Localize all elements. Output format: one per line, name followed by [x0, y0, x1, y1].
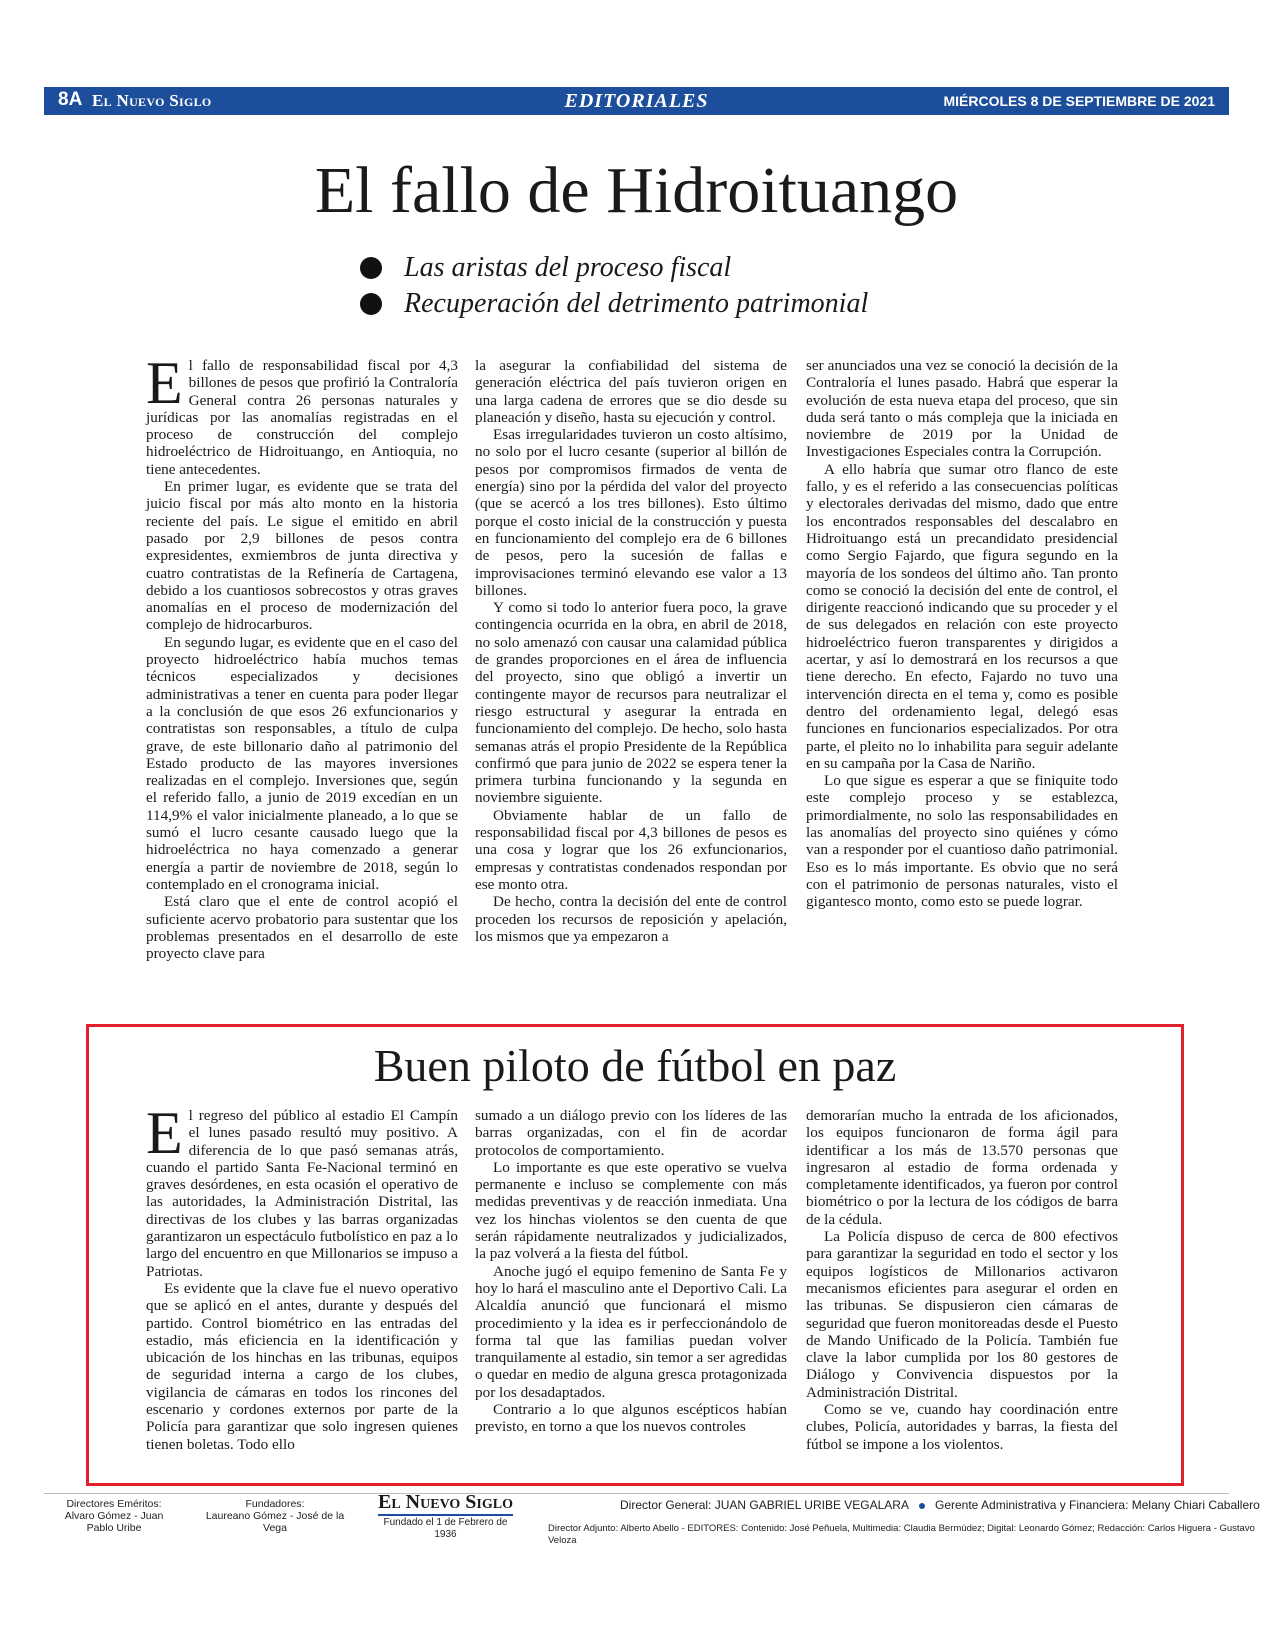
paragraph: De hecho, contra la decisión del ente de control proceden los recursos de reposición y apelación, los mismos que ya empezaron a	[475, 893, 787, 945]
paragraph: Como se ve, cuando hay coordinación entre clubes, Policía, autoridades y barras, la fiesta del fútbol se impone a los violentos.	[806, 1401, 1118, 1453]
paragraph: A ello habría que sumar otro flanco de este fallo, y es el referido a las consecuencias políticas y electorales derivadas del mismo, dado que entre los encontrados responsables del descalabro en Hidroituango está un precandidato presidencial como Sergio Fajardo, que figura segundo en la mayoría de los sondeos del último año. Tan pronto como se conoció la decisión del ente de control, el dirigente reaccionó indicando que su proceder y el de sus delegados en relación con este proyecto hidroeléctrico fueron transparentes y dirigidos a acertar, y así lo demostrará en los recursos a que tiene derecho. En efecto, Fajardo no tuvo una intervención directa en el tema y, como es posible dentro del ordenamiento legal, delegó esas funciones en funcionarios especializados. Por otra parte, el pleito no lo inhabilita para seguir adelante en su campaña por la Casa de Nariño.	[806, 460, 1118, 772]
newspaper-name: El Nuevo Siglo	[92, 91, 212, 110]
page-header-bar	[44, 87, 1229, 115]
bullet-dot-icon	[360, 293, 382, 315]
issue-date: MIÉRCOLES 8 DE SEPTIEMBRE DE 2021	[943, 93, 1215, 109]
page-number: 8A	[58, 89, 83, 110]
separator-dot-icon	[919, 1503, 925, 1509]
article1-title: El fallo de Hidroituango	[314, 154, 959, 227]
article2-title: Buen piloto de fútbol en paz	[373, 1040, 897, 1091]
paragraph: demorarían mucho la entrada de los aficionados, los equipos funcionaron de forma ágil para identificar a los más de 13.570 personas que ingresaron al estadio de forma ordenada y completamente identificados, ya fueron por control biométrico o por la lectura de los códigos de barra de la cédula.	[806, 1107, 1118, 1228]
paragraph: En primer lugar, es evidente que se trata del juicio fiscal por más alto monto en la historia reciente del país. Le sigue el emitido en abril pasado por 2,9 billones de pesos contra expresidentes, exmiembros de junta directiva y cuatro contratistas de la Refinería de Cartagena, debido a los cuantiosos sobrecostos y otras graves anomalías en el proceso de modernización del complejo de hidrocarburos.	[146, 478, 458, 634]
paragraph: Esas irregularidades tuvieron un costo altísimo, no solo por el lucro cesante (superior al billón de pesos por compromisos firmados de venta de energía) sino por la pérdida del valor del proyecto (que se acercó a los tres billones). Esto último porque el costo inicial de la construcción y puesta en funcionamiento del complejo era de 6 billones de pesos, pero la sucesión de fallas e improvisaciones terminó elevando ese valor a 13 billones.	[475, 426, 787, 599]
paragraph: Contrario a lo que algunos escépticos habían previsto, en torno a que los nuevos controles	[475, 1401, 787, 1436]
footer-divider	[44, 1493, 1229, 1494]
founded-date: Fundado el 1 de Febrero de 1936	[383, 1517, 508, 1540]
paragraph: sumado a un diálogo previo con los líderes de las barras organizadas, con el fin de acordar protocolos de comportamiento.	[475, 1107, 787, 1159]
paragraph: El fallo de responsabilidad fiscal por 4,3 billones de pesos que profirió la Contraloría General contra 26 personas naturales y jurídicas por las anomalías registradas en el proceso de construcción del complejo hidroeléctrico de Hidroituango, en Antioquia, no tiene antecedentes.	[146, 350, 458, 478]
subhead-item: Recuperación del detrimento patrimonial	[360, 286, 868, 322]
article2-column-3	[806, 1107, 1118, 1477]
footer-directors: Directores Eméritos: Alvaro Gómez - Juan Pablo Uribe	[64, 1498, 164, 1534]
paragraph: Está claro que el ente de control acopió el suficiente acervo probatorio para sustentar que los problemas presentados en el desarrollo de este proyecto clave para	[146, 893, 458, 963]
bullet-dot-icon	[360, 257, 382, 279]
paragraph: Lo que sigue es esperar a que se finiquite todo este complejo proceso y se establezca, primordialmente, no solo las responsabilidades en las anomalías del proyecto sino quiénes y cómo van a responder por el cuantioso daño patrimonial. Eso es lo más importante. Es obvio que no será con el patrimonio de personas naturales, visto el gigantesco monto, como esto se puede lograr.	[806, 772, 1118, 911]
section-title: EDITORIALES	[564, 90, 709, 112]
article1-column-2	[475, 357, 787, 1007]
paragraph: Obviamente hablar de un fallo de responsabilidad fiscal por 4,3 billones de pesos es una cosa y lograr que los 26 exfuncionarios, empresas y contratistas condenados respondan por ese monto otra.	[475, 806, 787, 893]
paragraph: Anoche jugó el equipo femenino de Santa Fe y hoy lo hará el masculino ante el Deportivo Cali. La Alcaldía anunció que funcionará el mismo procedimiento y la idea es ir perfeccionándolo de forma tal que las familias puedan volver tranquilamente al estadio, sin temor a ser agredidas o quedar en medio de alguna gresca protagonizada por los desadaptados.	[475, 1262, 787, 1401]
footer-credits: Director Adjunto: Alberto Abello - EDITORES: Contenido: José Peñuela, Multimedia: Claudia Bermúdez; Digital: Leonardo Gómez; Redacción: Carlos Higuera - Gustavo Veloza	[548, 1523, 1255, 1546]
paragraph: En segundo lugar, es evidente que en el caso del proyecto hidroeléctrico había muchos temas técnicos especializados y decisiones administrativas a tener en cuenta para poder llegar a la conclusión de que esos 26 exfuncionarios y contratistas son responsables, a título de culpa grave, de este billonario daño al patrimonio del Estado producto de las mayores inversiones realizadas en el complejo. Inversiones que, según el referido fallo, a junio de 2019 excedían en un 114,9% el valor inicialmente planeado, a lo que se sumó el lucro cesante causado luego que la hidroeléctrica no haya comenzado a generar energía a partir de noviembre de 2018, según lo contemplado en el cronograma inicial.	[146, 633, 458, 893]
paragraph: El regreso del público al estadio El Campín el lunes pasado resultó muy positivo. A diferencia de lo que pasó semanas atrás, cuando el partido Santa Fe-Nacional terminó en graves desórdenes, en esta ocasión el operativo de las autoridades, la Administración Distrital, las directivas de los clubes y las barras organizadas garantizaron un espectáculo futbolístico en paz a lo largo del encuentro en que Millonarios se impuso a Patriotas.	[146, 1100, 458, 1280]
paragraph: Y como si todo lo anterior fuera poco, la grave contingencia ocurrida en la obra, en abril de 2018, no solo amenazó con causar una calamidad pública de grandes proporciones en el área de influencia del proyecto, sino que obligó a invertir un contingente mayor de recursos para neutralizar el riesgo estructural y asegurar la entrada en funcionamiento del complejo. De hecho, solo hasta semanas atrás el propio Presidente de la República confirmó que para junio de 2022 se espera tener la primera turbina funcionando y la segunda en noviembre siguiente.	[475, 599, 787, 807]
paragraph: Lo importante es que este operativo se vuelva permanente e incluso se complemente con más medidas preventivas y de reacción inmediata. Una vez los hinchas violentos se den cuenta de que serán rápidamente neutralizados y judicializados, la paz volverá a la fiesta del fútbol.	[475, 1158, 787, 1263]
article2-column-1	[146, 1100, 458, 1477]
footer-founders: Fundadores: Laureano Gómez - José de la Vega	[205, 1498, 345, 1534]
article1-subheads	[360, 250, 868, 322]
article2-column-2	[475, 1107, 787, 1477]
paragraph: la asegurar la confiabilidad del sistema de generación eléctrica del país tuvieron origen en una larga cadena de errores que se dio desde su planeación y diseño, hasta su ejecución y control.	[475, 357, 787, 426]
footer-staff: Director General: JUAN GABRIEL URIBE VEGALARA Gerente Administrativa y Financiera: Melany Chiari Caballero	[620, 1498, 1260, 1512]
article1-column-1	[146, 350, 458, 1007]
drop-cap: E	[146, 350, 183, 416]
subhead-item: Las aristas del proceso fiscal	[360, 250, 868, 286]
paragraph: Es evidente que la clave fue el nuevo operativo que se aplicó en el antes, durante y después del partido. Control biométrico en las entradas del estadio, más eficiencia en la identificación y ubicación de los hinchas en las tribunas, equipos de seguridad interna a cargo de los clubes, vigilancia de cámaras en todos los rincones del escenario y cordones externos por parte de la Policía para garantizar que solo ingresen quienes tienen boletas. Todo ello	[146, 1279, 458, 1453]
drop-cap: E	[146, 1100, 183, 1166]
article1-column-3	[806, 357, 1118, 1007]
paragraph: La Policía dispuso de cerca de 800 efectivos para garantizar la seguridad en todo el sector y los equipos logísticos de Millonarios activaron mecanismos eficientes para asegurar el orden en las tribunas. Se dispusieron cien cámaras de seguridad que fueron monitoreadas desde el Puesto de Mando Unificado de la Policía. También fue clave la labor cumplida por los 80 gestores de Diálogo y Convivencia dispuestos por la Administración Distrital.	[806, 1228, 1118, 1401]
paragraph: ser anunciados una vez se conoció la decisión de la Contraloría el lunes pasado. Habrá que esperar la evolución de esta nueva etapa del proceso, que sin duda será tanto o más compleja que la iniciada en noviembre de 2019 por la Unidad de Investigaciones Especiales contra la Corrupción.	[806, 357, 1118, 461]
footer-logo: El Nuevo Siglo	[378, 1491, 513, 1516]
